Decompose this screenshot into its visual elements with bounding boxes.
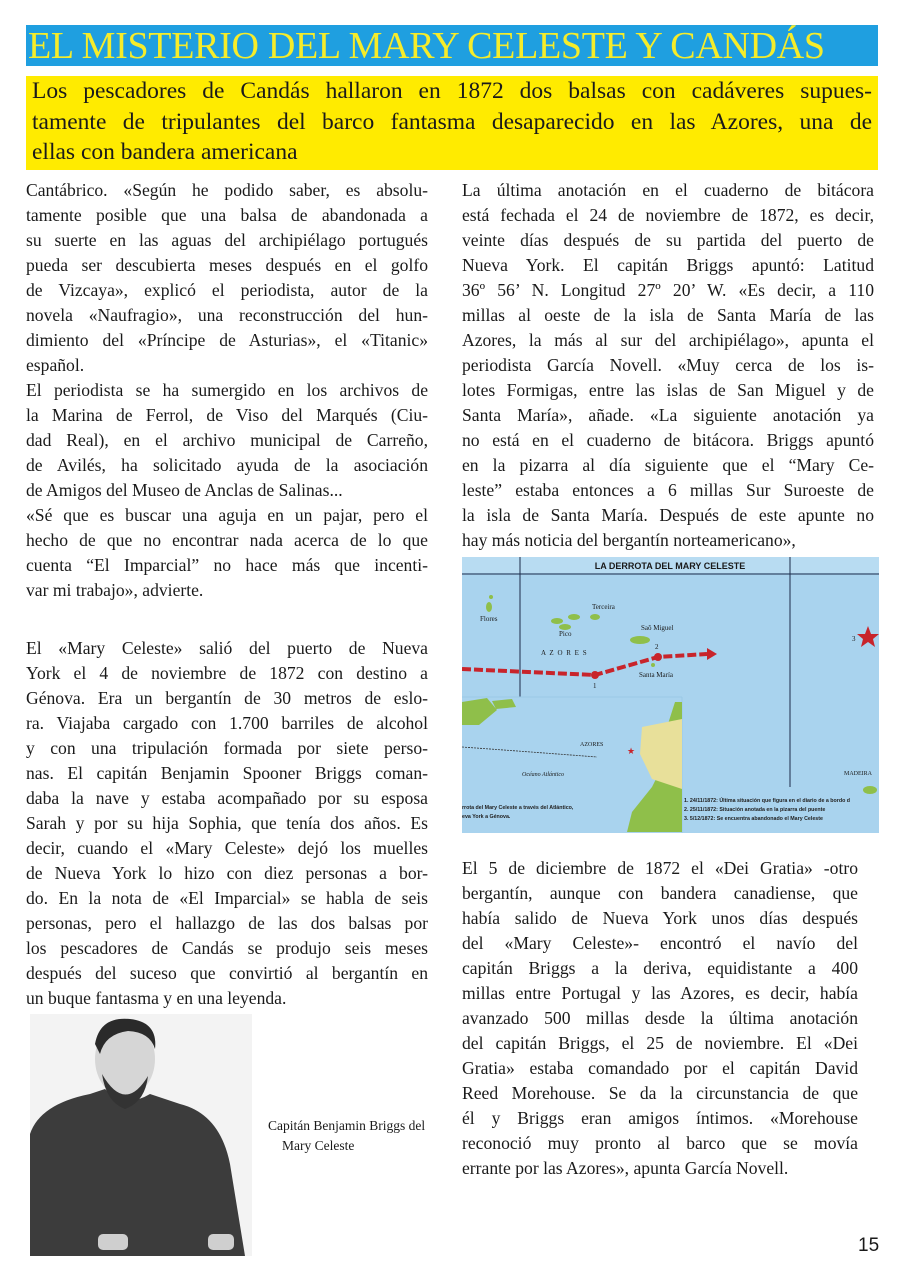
caption-line: Mary Celeste <box>282 1138 355 1153</box>
text-line: del capitán Briggs, el 25 de noviembre. El «Dei <box>462 1033 858 1053</box>
text-line: reconoció muy pronto al barco que se movía <box>462 1133 858 1153</box>
text-line: Sarah y por su hija Sophia, que tenía dos años. Es <box>26 813 428 833</box>
text-line: hay más noticia del bergantín norteamericano», <box>462 530 796 550</box>
text-line: su suerte en las aguas del archipiélago portugués <box>26 230 428 250</box>
text-line: cuenta “El Imparcial” no hace más que incenti- <box>26 555 428 575</box>
text-line: La última anotación en el cuaderno de bitácora <box>462 180 874 200</box>
text-line: El 5 de diciembre de 1872 el «Dei Gratia» -otro <box>462 858 858 878</box>
text-line: periodista García Novell. «Muy cerca de los is- <box>462 355 874 375</box>
text-line: millas entre Portugal y las Azores, es decir, había <box>462 983 858 1003</box>
text-line: no está en el cuaderno de bitácora. Briggs apuntó <box>462 430 874 450</box>
text-line: capitán Briggs a la deriva, equidistante a 400 <box>462 958 858 978</box>
text-line: «Sé que es buscar una aguja en un pajar, pero el <box>26 505 428 525</box>
text-line: de Nueva York lo hizo con diez personas a bor- <box>26 863 428 883</box>
text-line: en la pizarra al día siguiente que el “Mary Ce- <box>462 455 874 475</box>
text-line: daba la nave y estaba acompañado por su esposa <box>26 788 428 808</box>
text-line: pueda ser descubierta meses después en el golfo <box>26 255 428 275</box>
text-line: novela «Naufragio», una reconstrucción del hun- <box>26 305 428 325</box>
right-column-bottom <box>462 856 858 1181</box>
inset-caption-line: eva York a Génova. <box>462 814 511 820</box>
text-line: después del suceso que convirtió al bergantín en <box>26 963 428 983</box>
text-line: El «Mary Celeste» salió del puerto de Nueva <box>26 638 428 658</box>
text-line: hecho de que no encontrar nada acerca de lo que <box>26 530 428 550</box>
text-line: Nueva York. El capitán Briggs apuntó: Latitud <box>462 255 874 275</box>
map-label-azores-inset: AZORES <box>580 742 604 748</box>
text-line: avanzado 500 millas desde la última anotación <box>462 1008 858 1028</box>
photo-caption <box>268 1116 425 1156</box>
subtitle-line: Los pescadores de Candás hallaron en 1872 dos balsas con cadáveres supues- <box>32 78 872 104</box>
text-line: los pescadores de Candás se produjo seis meses <box>26 938 428 958</box>
map-label-point-2: 2 <box>655 643 659 651</box>
text-line: millas al oeste de la isla de Santa María de las <box>462 305 874 325</box>
article-subtitle <box>26 76 878 170</box>
text-line: errante por las Azores», apunta García Novell. <box>462 1158 789 1178</box>
left-column-top <box>26 178 428 603</box>
svg-text:★: ★ <box>627 746 636 756</box>
text-line: veinte días después de su partida del puerto de <box>462 230 874 250</box>
text-line: nas. El capitán Benjamin Spooner Briggs coman- <box>26 763 428 783</box>
text-line: español. <box>26 355 85 375</box>
map-label-santa-maria: Santa María <box>639 671 674 679</box>
text-line: de Vizcaya», explicó el periodista, autor de la <box>26 280 428 300</box>
text-line: del «Mary Celeste»- encontró el navío del <box>462 933 858 953</box>
text-line: y con una tripulación formada por siete perso- <box>26 738 428 758</box>
text-line: decir, cuando el «Mary Celeste» dejó los muelles <box>26 838 428 858</box>
map-legend-item: 2. 25/11/1872: Situación anotada en la pizarra del puente <box>684 807 826 813</box>
left-column-bottom <box>26 636 428 1011</box>
text-line: la isla de Santa María. Después de este apunte no <box>462 505 874 525</box>
text-line: var mi trabajo», advierte. <box>26 580 204 600</box>
captain-portrait <box>30 1014 252 1256</box>
article-title: EL MISTERIO DEL MARY CELESTE Y CANDÁS <box>26 25 878 66</box>
text-line: Génova. Era un bergantín de 30 metros de eslo- <box>26 688 428 708</box>
map-label-point-1: 1 <box>593 682 597 690</box>
map-label-flores: Flores <box>480 615 498 623</box>
map-legend-item: 1. 24/11/1872: Última situación que figura en el diario de a bordo d <box>684 798 851 804</box>
text-line: dad Real), en el archivo municipal de Carreño, <box>26 430 428 450</box>
text-line: lotes Formigas, entre las islas de San Miguel y de <box>462 380 874 400</box>
route-map <box>462 557 879 833</box>
right-column-top <box>462 178 874 557</box>
map-label-terceira: Terceira <box>592 603 615 611</box>
text-line: Reed Morehouse. Se da la circunstancia de que <box>462 1083 858 1103</box>
text-line: Santa María», añade. «La siguiente anotación ya <box>462 405 874 425</box>
page-number: 15 <box>858 1235 880 1256</box>
text-line: de Amigos del Museo de Anclas de Salinas... <box>26 480 343 500</box>
text-line: dimiento del «Príncipe de Asturias», el «Titanic» <box>26 330 428 350</box>
map-label-azores: A Z O R E S <box>541 649 588 657</box>
text-line: do. En la nota de «El Imparcial» se habla de seis <box>26 888 428 908</box>
text-line: Cantábrico. «Según he podido saber, es absolu- <box>26 180 428 200</box>
subtitle-line: tamente de tripulantes del barco fantasma desaparecido en las Azores, una de <box>32 108 872 135</box>
text-line: personas, pero el hallazgo de las dos balsas por <box>26 913 428 933</box>
text-line: Gratia» estaba comandado por el capitán David <box>462 1058 858 1078</box>
text-line: un buque fantasma y en una leyenda. <box>26 988 287 1008</box>
map-label-point-3: 3 <box>852 635 856 643</box>
text-line: de Avilés, ha solicitado ayuda de la asociación <box>26 455 428 475</box>
text-line: había salido de Nueva York unos días después <box>462 908 858 928</box>
text-line: bergantín, aunque con bandera canadiense, que <box>462 883 858 903</box>
text-line: York el 4 de noviembre de 1872 con destino a <box>26 663 428 683</box>
text-line: tamente posible que una balsa de abandonada a <box>26 205 428 225</box>
map-label-sao-miguel: Saõ Miguel <box>641 624 674 632</box>
caption-line: Capitán Benjamin Briggs del <box>268 1118 426 1133</box>
map-legend-item: 3. 5/12/1872: Se encuentra abandonado el Mary Celeste <box>684 816 823 822</box>
text-line: él y Briggs eran amigos íntimos. «Morehouse <box>462 1108 858 1128</box>
subtitle-line: ellas con bandera americana <box>32 139 298 165</box>
text-line: está fechada el 24 de noviembre de 1872, es decir, <box>462 205 874 225</box>
map-label-pico: Pico <box>559 630 572 638</box>
text-line: Azores, la más al sur del archipiélago», apunta el <box>462 330 874 350</box>
inset-caption-line: rrota del Mary Celeste a través del Atlántico, <box>462 805 574 811</box>
text-line: la Marina de Ferrol, de Viso del Marqués (Ciu- <box>26 405 428 425</box>
map-label-ocean: Océano Atlántico <box>522 772 565 778</box>
text-line: ra. Viajaba cargado con 1.700 barriles de alcohol <box>26 713 428 733</box>
text-line: 36º 56’ N. Longitud 27º 20’ W. «Es decir, a 110 <box>462 280 874 300</box>
text-line: El periodista se ha sumergido en los archivos de <box>26 380 428 400</box>
text-line: leste” estaba entonces a 6 millas Sur Suroeste de <box>462 480 874 500</box>
map-label-madeira: MADEIRA <box>844 771 872 777</box>
map-title: LA DERROTA DEL MARY CELESTE <box>594 561 746 571</box>
